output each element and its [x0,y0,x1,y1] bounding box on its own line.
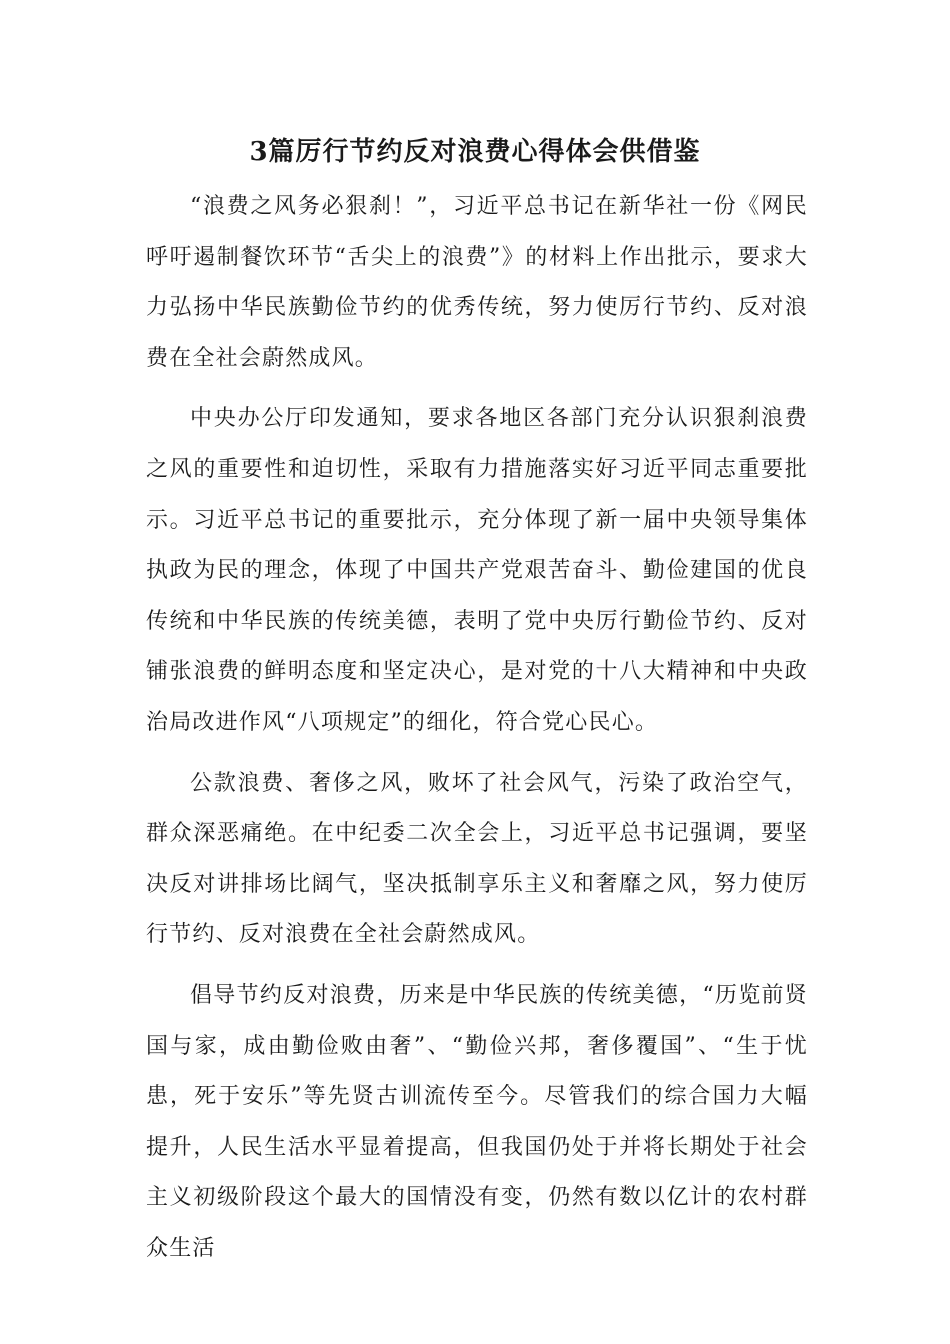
paragraph-4: 倡导节约反对浪费，历来是中华民族的传统美德，“历览前贤国与家，成由勤俭败由奢”、“勤俭兴邦，奢侈覆国”、“生于忧患，死于安乐”等先贤古训流传至今。尽管我们的综合国力大幅提升，人民生活水平显着提高，但我国仍处于并将长期处于社会主义初级阶段这个最大的国情没有变，仍然有数以亿计的农村群众生活 [146,982,808,1261]
paragraph-2: 中央办公厅印发通知，要求各地区各部门充分认识狠刹浪费之风的重要性和迫切性，采取有力措施落实好习近平同志重要批示。习近平总书记的重要批示，充分体现了新一届中央领导集体执政为民的理念，体现了中国共产党艰苦奋斗、勤俭建国的优良传统和中华民族的传统美德，表明了党中央厉行勤俭节约、反对铺张浪费的鲜明态度和坚定决心，是对党的十八大精神和中央政治局改进作风“八项规定”的细化，符合党心民心。 [146,406,808,735]
paragraph-3: 公款浪费、奢侈之风，败坏了社会风气，污染了政治空气，群众深恶痛绝。在中纪委二次全会上，习近平总书记强调，要坚决反对讲排场比阔气，坚决抵制享乐主义和奢靡之风，努力使厉行节约、反对浪费在全社会蔚然成风。 [146,770,808,948]
document-body [146,182,808,1284]
paragraph-1: “浪费之风务必狠刹！”，习近平总书记在新华社一份《网民呼吁遏制餐饮环节“舌尖上的浪费”》的材料上作出批示，要求大力弘扬中华民族勤俭节约的优秀传统，努力使厉行节约、反对浪费在全社会蔚然成风。 [146,194,808,371]
document-title: 3篇厉行节约反对浪费心得体会供借鉴 [249,137,701,167]
